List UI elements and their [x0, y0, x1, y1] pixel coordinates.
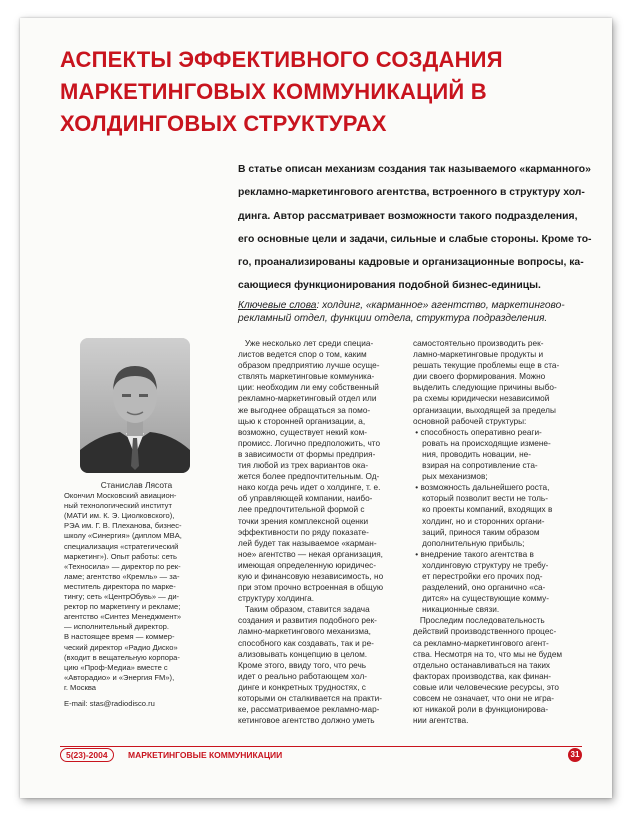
body-text-line: лей будет так называемое «карман-	[238, 538, 377, 548]
body-text-line: отдельно останавливаться на таких	[413, 660, 551, 670]
author-bio-line: меститель директора по марке-	[64, 581, 176, 591]
page-footer	[60, 748, 582, 762]
body-text-line: динге и конкретных трудностях, с	[238, 682, 366, 692]
body-text-line: тия любой из трех вариантов ока-	[238, 461, 369, 471]
body-text-line: нако когда речь идет о холдинге, т. е.	[238, 483, 381, 493]
body-text-line: ное» агентство — некая организация,	[238, 549, 383, 559]
author-name: Станислав Лясота	[100, 480, 173, 490]
author-bio-line: «Авторадио» и «Энергия FM»),	[64, 672, 175, 682]
body-text-line: кетинговое агентство должно уметь	[238, 716, 375, 726]
body-text-line: дится» на существующие комму-	[413, 594, 550, 604]
body-text-line: лее предпочтительной формой с	[238, 505, 365, 515]
body-text-line: при этом прочно встроенная в общую	[238, 583, 384, 593]
author-bio-line: В настоящее время — коммер-	[64, 632, 175, 642]
title-line: ХОЛДИНГОВЫХ СТРУКТУРАХ	[60, 111, 387, 136]
body-text-line: организации, выходящей за пределы	[413, 405, 556, 415]
body-text-line: основной рабочей структуры:	[413, 416, 527, 426]
body-text-line: ния, проводить новации, не-	[413, 449, 531, 459]
body-text-line: никационные связи.	[413, 605, 500, 615]
author-bio-line: ный технологический институт	[64, 501, 172, 511]
abstract-line: его основные цели и задачи, сильные и слабые стороны. Кроме то-	[238, 233, 592, 245]
body-text-line: об управляющей компании, наибо-	[238, 494, 373, 504]
author-bio-line: маркетинг»). Опыт работы: сеть	[64, 551, 177, 561]
body-text-line: Уже несколько лет среди специа-	[238, 339, 374, 348]
body-text-line: образом предприятию лучше осуще-	[238, 361, 380, 371]
section-title: МАРКЕТИНГОВЫЕ КОММУНИКАЦИИ	[128, 750, 283, 760]
author-bio-line: ческий директор «Радио Диско»	[64, 642, 178, 652]
title-line: АСПЕКТЫ ЭФФЕКТИВНОГО СОЗДАНИЯ	[60, 47, 503, 72]
body-text-line: имеющая определенную юридичес-	[238, 560, 377, 570]
body-text-line: кую и финансовую независимость, но	[238, 571, 384, 581]
body-text-line: структуру холдинга.	[238, 594, 314, 604]
body-text-line: ко проекты компаний, входящих в	[413, 505, 553, 515]
author-bio-line: г. Москва	[64, 682, 96, 692]
body-text-line: ровать на происходящие измене-	[413, 438, 551, 448]
body-text-line: дополнительную прибыль;	[413, 538, 525, 548]
body-text-line: ют никакой роли в функционирова-	[413, 705, 549, 715]
body-text-line: Проследим последовательность	[413, 616, 545, 626]
body-text-line: который позволит вести не толь-	[413, 494, 548, 504]
body-text-line: рых механизмов;	[413, 472, 488, 482]
issue-badge: 5(23)-2004	[60, 748, 114, 762]
author-bio	[64, 480, 209, 709]
author-bio-line: — исполнительный директор.	[64, 622, 170, 632]
author-bio-line: Окончил Московский авиацион-	[64, 491, 177, 501]
body-text-line: ламно-маркетинговые продукты и	[413, 350, 544, 360]
body-text-line: в зависимости от формы предприя-	[238, 449, 376, 459]
body-text-line: которыми он сталкивается на практи-	[238, 694, 383, 703]
author-email: E-mail: stas@radiodisco.ru	[64, 698, 155, 708]
page-number: 31	[568, 748, 582, 762]
body-text-line: рекламно-маркетинговый отдел или	[238, 394, 377, 404]
author-bio-line: цию «Проф-Медиа» вместе с	[64, 662, 168, 672]
article-abstract	[238, 158, 592, 298]
body-text-line: действий производственного процес-	[413, 627, 557, 637]
body-text-line: промисс. Логично предположить, что	[238, 438, 381, 448]
abstract-line: В статье описан механизм создания так называемого «карманного»	[238, 164, 591, 175]
body-text-line: эффективности по ряду показате-	[238, 527, 369, 537]
body-text-line: • способность оперативно реаги-	[413, 427, 542, 437]
body-text-line: взирая на сопротивление ста-	[413, 461, 538, 471]
body-column-2	[413, 338, 579, 726]
body-text-line: холдинг, но и сторонних органи-	[413, 516, 545, 526]
author-portrait-image	[80, 338, 190, 473]
body-text-line: • внедрение такого агентства в	[413, 549, 534, 559]
body-text-line: ет перестройки его прочих под-	[413, 571, 543, 581]
body-text-line: щью к сторонней организации, а,	[238, 416, 366, 426]
body-text-line: разделений, оно органично «са-	[413, 583, 546, 593]
abstract-line: рекламно-маркетингового агентства, встроенного в структуру хол-	[238, 187, 585, 199]
body-text-line: • возможность дальнейшего роста,	[413, 483, 550, 493]
author-bio-text	[64, 491, 209, 693]
body-text-line: са рекламно-маркетингового агент-	[413, 638, 549, 648]
footer-rule	[60, 746, 582, 747]
body-text-line: листов ведется спор о том, каким	[238, 350, 367, 360]
body-text-line: ализовывать концепцию в целом.	[238, 649, 368, 659]
body-text-line: холдинговую структуру не требу-	[413, 560, 549, 570]
author-bio-line: агентство «Синтез Менеджмент»	[64, 612, 182, 622]
abstract-line: сающиеся функционирования подобной бизнес-единицы.	[238, 280, 541, 292]
body-text-line: выделить следующие причины выбо-	[413, 383, 557, 393]
title-line: МАРКЕТИНГОВЫХ КОММУНИКАЦИЙ В	[60, 79, 487, 104]
author-bio-line: РЭА им. Г. В. Плеханова, бизнес-	[64, 521, 182, 531]
body-text-line: идет о реально работающем хол-	[238, 671, 368, 681]
author-bio-line: ректор по маркетингу и рекламе;	[64, 602, 181, 612]
body-text-line: ра схемы юридически независимой	[413, 394, 550, 404]
body-text-line: совые или человеческие ресурсы, это	[413, 682, 560, 692]
article-title	[60, 44, 580, 140]
body-text-line: ства. Несмотря на то, что мы не будем	[413, 649, 563, 659]
author-photo	[80, 338, 190, 473]
body-text-line: совсем не означает, что они не игра-	[413, 694, 554, 703]
body-text-line: ламно-маркетингового механизма,	[238, 627, 371, 637]
body-text-line: точки зрения комплексной оценки	[238, 516, 369, 526]
body-column-1	[238, 338, 398, 726]
body-text-line: дии своего формирования. Можно	[413, 372, 546, 382]
body-text-line: ствлять маркетинговые коммуника-	[238, 372, 375, 382]
body-text-line: ции: необходим ли ему собственный	[238, 383, 379, 393]
body-text-line: Таким образом, ставится задача	[238, 605, 370, 615]
body-text-line: способного как создавать, так и ре-	[238, 638, 374, 648]
body-text-line: ке, рассматриваемое рекламно-мар-	[238, 705, 380, 715]
body-text-line: Кроме этого, ввиду того, что речь	[238, 660, 367, 670]
abstract-line: го, проанализированы кадровые и организационные вопросы, ка-	[238, 257, 584, 269]
author-bio-line: школу «Синергия» (диплом MBA,	[64, 531, 182, 541]
author-bio-line: тингу; сеть «ЦентрОбувь» — ди-	[64, 592, 180, 602]
author-bio-line: специализация «стратегический	[64, 541, 179, 551]
author-bio-line: ламе; агентство «Кремль» — за-	[64, 571, 180, 581]
author-bio-line: «Техносила» — директор по рек-	[64, 561, 181, 571]
keywords-text: : холдинг, «карманное» агентство, маркетингово-рекламный отдел, функции отдела, структура подразделения.	[238, 300, 565, 324]
body-text-line: заций, принося таким образом	[413, 527, 540, 537]
body-text-line: возможно, существует некий ком-	[238, 427, 368, 437]
body-text-line: решать текущие проблемы еще в ста-	[413, 361, 560, 371]
body-text-line: же выгоднее обращаться за помо-	[238, 405, 371, 415]
magazine-page	[20, 18, 612, 798]
author-bio-line: (МАТИ им. К. Э. Циолковского),	[64, 511, 175, 521]
keywords-label: Ключевые слова	[238, 300, 317, 311]
body-text-line: нии агентства.	[413, 716, 469, 726]
abstract-line: динга. Автор рассматривает возможности такого подразделения,	[238, 210, 578, 222]
keywords	[238, 299, 583, 325]
body-text-line: самостоятельно производить рек-	[413, 339, 544, 348]
body-text-line: жется более предпочтительным. Од-	[238, 472, 380, 482]
author-bio-line: (входит в вещательную корпора-	[64, 652, 180, 662]
body-text-line: создания и развития подобного рек-	[238, 616, 377, 626]
body-text-line: факторах производства, как финан-	[413, 671, 551, 681]
